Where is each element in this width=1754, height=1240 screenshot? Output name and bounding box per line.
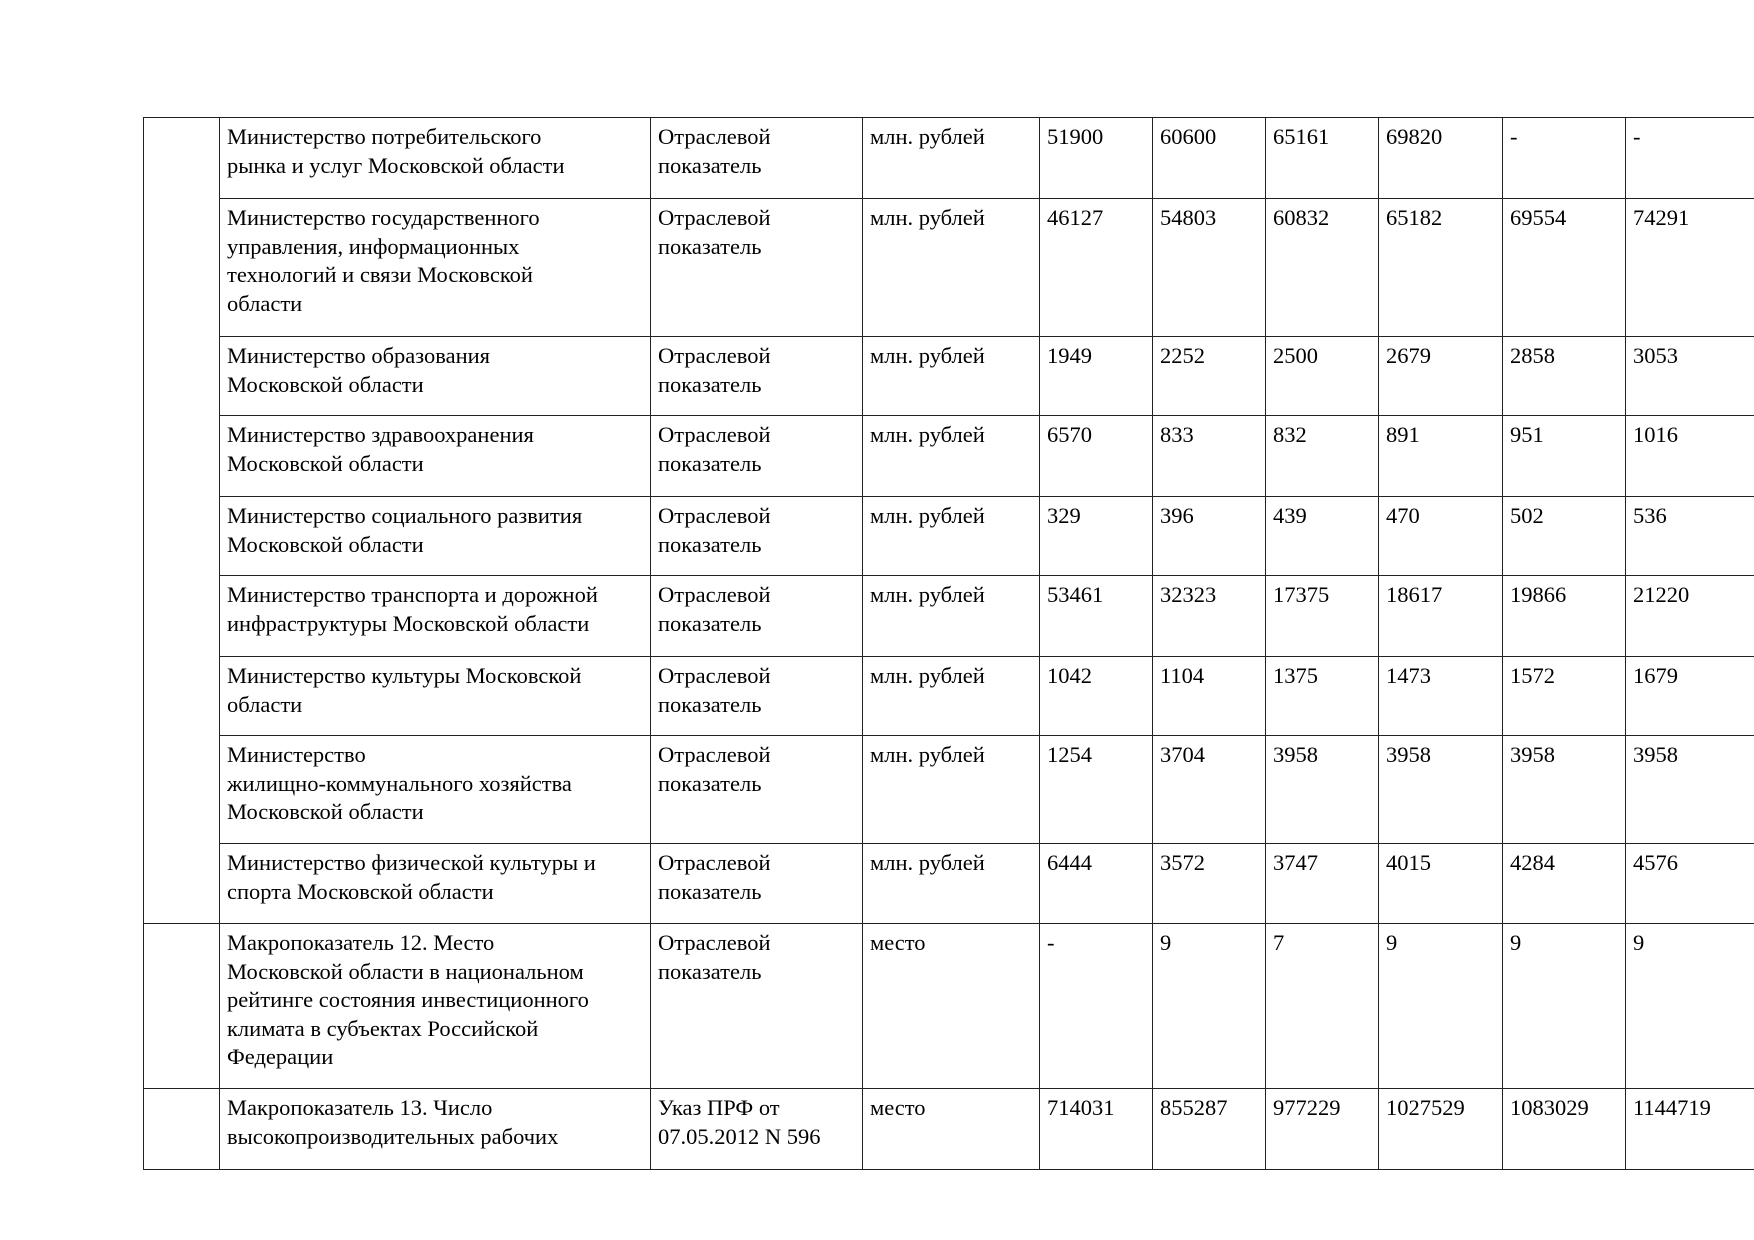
value-cell: 3053 bbox=[1626, 337, 1754, 416]
unit-cell: млн. рублей bbox=[863, 844, 1040, 924]
unit-cell: млн. рублей bbox=[863, 416, 1040, 497]
table-row bbox=[144, 924, 1754, 1089]
unit-cell: млн. рублей bbox=[863, 118, 1040, 199]
value-cell: 74291 bbox=[1626, 199, 1754, 337]
table-row bbox=[144, 1089, 1754, 1170]
value-cell: 60832 bbox=[1266, 199, 1379, 337]
value-cell: 396 bbox=[1153, 497, 1266, 576]
value-cell: 977229 bbox=[1266, 1089, 1379, 1170]
value-cell: 891 bbox=[1379, 416, 1503, 497]
value-cell: 1473 bbox=[1379, 657, 1503, 736]
value-cell: - bbox=[1040, 924, 1153, 1089]
value-cell: 3958 bbox=[1626, 736, 1754, 844]
indicator-type-cell: Указ ПРФ от 07.05.2012 N 596 bbox=[651, 1089, 863, 1170]
value-cell: 17375 bbox=[1266, 576, 1379, 657]
value-cell: 4576 bbox=[1626, 844, 1754, 924]
value-cell: 439 bbox=[1266, 497, 1379, 576]
indicator-type-cell: Отраслевой показатель bbox=[651, 199, 863, 337]
value-cell: 855287 bbox=[1153, 1089, 1266, 1170]
value-cell: 3958 bbox=[1379, 736, 1503, 844]
value-cell: 2679 bbox=[1379, 337, 1503, 416]
unit-cell: млн. рублей bbox=[863, 736, 1040, 844]
indicator-type-cell: Отраслевой показатель bbox=[651, 657, 863, 736]
table-row bbox=[144, 337, 1754, 416]
value-cell: 1042 bbox=[1040, 657, 1153, 736]
table-row bbox=[144, 736, 1754, 844]
value-cell: 6570 bbox=[1040, 416, 1153, 497]
value-cell: 833 bbox=[1153, 416, 1266, 497]
value-cell: 1375 bbox=[1266, 657, 1379, 736]
value-cell: 46127 bbox=[1040, 199, 1153, 337]
value-cell: 2500 bbox=[1266, 337, 1379, 416]
value-cell: 32323 bbox=[1153, 576, 1266, 657]
value-cell: 69820 bbox=[1379, 118, 1503, 199]
row-number-cell bbox=[144, 118, 220, 924]
value-cell: 329 bbox=[1040, 497, 1153, 576]
value-cell: 3704 bbox=[1153, 736, 1266, 844]
value-cell: 1104 bbox=[1153, 657, 1266, 736]
value-cell: 4015 bbox=[1379, 844, 1503, 924]
value-cell: 832 bbox=[1266, 416, 1379, 497]
value-cell: 69554 bbox=[1503, 199, 1626, 337]
indicator-type-cell: Отраслевой показатель bbox=[651, 497, 863, 576]
indicator-type-cell: Отраслевой показатель bbox=[651, 736, 863, 844]
value-cell: 1083029 bbox=[1503, 1089, 1626, 1170]
value-cell: 1679 bbox=[1626, 657, 1754, 736]
value-cell: 65161 bbox=[1266, 118, 1379, 199]
indicator-name-cell: Макропоказатель 12. Место Московской области в национальном рейтинге состояния инвестиционного климата в субъектах Российской Федерации bbox=[220, 924, 651, 1089]
indicator-name-cell: Министерство культуры Московской области bbox=[220, 657, 651, 736]
table-row bbox=[144, 199, 1754, 337]
value-cell: 9 bbox=[1626, 924, 1754, 1089]
indicator-name-cell: Министерство здравоохранения Московской области bbox=[220, 416, 651, 497]
value-cell: 2858 bbox=[1503, 337, 1626, 416]
value-cell: 951 bbox=[1503, 416, 1626, 497]
value-cell: 65182 bbox=[1379, 199, 1503, 337]
indicator-type-cell: Отраслевой показатель bbox=[651, 337, 863, 416]
value-cell: 502 bbox=[1503, 497, 1626, 576]
value-cell: 21220 bbox=[1626, 576, 1754, 657]
table-row bbox=[144, 416, 1754, 497]
value-cell: 3747 bbox=[1266, 844, 1379, 924]
value-cell: 53461 bbox=[1040, 576, 1153, 657]
value-cell: 3572 bbox=[1153, 844, 1266, 924]
value-cell: 3958 bbox=[1503, 736, 1626, 844]
value-cell: 9 bbox=[1503, 924, 1626, 1089]
value-cell: - bbox=[1626, 118, 1754, 199]
value-cell: 2252 bbox=[1153, 337, 1266, 416]
value-cell: 1254 bbox=[1040, 736, 1153, 844]
value-cell: 1027529 bbox=[1379, 1089, 1503, 1170]
indicator-name-cell: Министерство физической культуры и спорта Московской области bbox=[220, 844, 651, 924]
indicator-type-cell: Отраслевой показатель bbox=[651, 576, 863, 657]
value-cell: 54803 bbox=[1153, 199, 1266, 337]
value-cell: 714031 bbox=[1040, 1089, 1153, 1170]
table-row bbox=[144, 118, 1754, 199]
unit-cell: млн. рублей bbox=[863, 337, 1040, 416]
indicator-name-cell: Макропоказатель 13. Число высокопроизводительных рабочих bbox=[220, 1089, 651, 1170]
indicator-type-cell: Отраслевой показатель bbox=[651, 844, 863, 924]
indicator-name-cell: Министерство образования Московской области bbox=[220, 337, 651, 416]
indicators-table bbox=[143, 117, 1754, 1170]
value-cell: 1949 bbox=[1040, 337, 1153, 416]
unit-cell: место bbox=[863, 924, 1040, 1089]
value-cell: 4284 bbox=[1503, 844, 1626, 924]
value-cell: 470 bbox=[1379, 497, 1503, 576]
indicator-name-cell: Министерство потребительского рынка и услуг Московской области bbox=[220, 118, 651, 199]
indicator-name-cell: Министерство жилищно-коммунального хозяйства Московской области bbox=[220, 736, 651, 844]
indicator-name-cell: Министерство социального развития Московской области bbox=[220, 497, 651, 576]
indicator-name-cell: Министерство государственного управления, информационных технологий и связи Московской области bbox=[220, 199, 651, 337]
value-cell: 1016 bbox=[1626, 416, 1754, 497]
unit-cell: млн. рублей bbox=[863, 657, 1040, 736]
value-cell: - bbox=[1503, 118, 1626, 199]
value-cell: 9 bbox=[1153, 924, 1266, 1089]
row-number-cell bbox=[144, 924, 220, 1089]
indicator-type-cell: Отраслевой показатель bbox=[651, 118, 863, 199]
value-cell: 536 bbox=[1626, 497, 1754, 576]
value-cell: 7 bbox=[1266, 924, 1379, 1089]
row-number-cell bbox=[144, 1089, 220, 1170]
indicator-type-cell: Отраслевой показатель bbox=[651, 416, 863, 497]
table-row bbox=[144, 657, 1754, 736]
unit-cell: млн. рублей bbox=[863, 576, 1040, 657]
unit-cell: млн. рублей bbox=[863, 497, 1040, 576]
value-cell: 6444 bbox=[1040, 844, 1153, 924]
indicator-type-cell: Отраслевой показатель bbox=[651, 924, 863, 1089]
value-cell: 1144719 bbox=[1626, 1089, 1754, 1170]
value-cell: 3958 bbox=[1266, 736, 1379, 844]
value-cell: 51900 bbox=[1040, 118, 1153, 199]
value-cell: 1572 bbox=[1503, 657, 1626, 736]
table-row bbox=[144, 844, 1754, 924]
indicator-name-cell: Министерство транспорта и дорожной инфраструктуры Московской области bbox=[220, 576, 651, 657]
table-body bbox=[144, 118, 1754, 1170]
value-cell: 60600 bbox=[1153, 118, 1266, 199]
value-cell: 9 bbox=[1379, 924, 1503, 1089]
unit-cell: млн. рублей bbox=[863, 199, 1040, 337]
table-row bbox=[144, 497, 1754, 576]
unit-cell: место bbox=[863, 1089, 1040, 1170]
value-cell: 18617 bbox=[1379, 576, 1503, 657]
value-cell: 19866 bbox=[1503, 576, 1626, 657]
table-row bbox=[144, 576, 1754, 657]
